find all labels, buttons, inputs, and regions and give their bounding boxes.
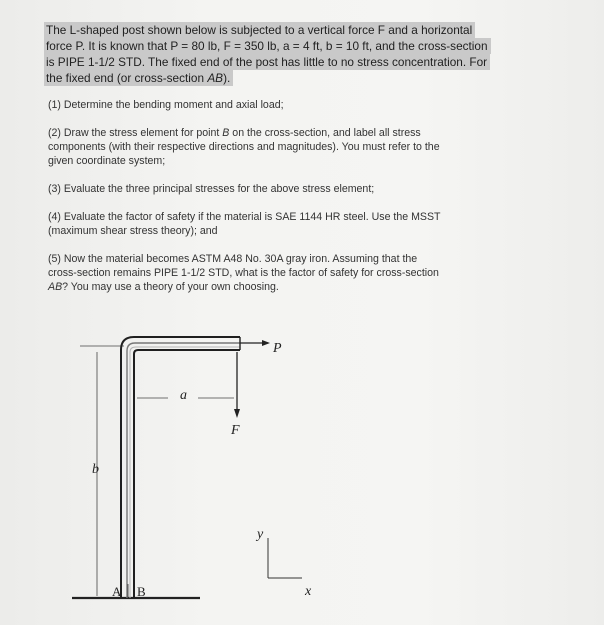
label-axis-y: y xyxy=(257,527,264,542)
label-point-b: B xyxy=(137,584,146,599)
question-4 xyxy=(48,210,538,238)
intro-line-2: force P. It is known that P = 80 lb, F = 350 lb, a = 4 ft, b = 10 ft, and the cross-section xyxy=(44,38,491,54)
question-3-line-1: (3) Evaluate the three principal stresses for the above stress element; xyxy=(48,183,375,195)
pipe-highlight-line xyxy=(130,347,240,598)
question-2-suffix: on the cross-section, and label all stress xyxy=(229,127,421,139)
question-list xyxy=(48,98,538,308)
question-4-line-1: (4) Evaluate the factor of safety if the material is SAE 1144 HR steel. Use the MSST xyxy=(48,211,441,223)
problem-statement xyxy=(44,22,544,86)
question-5-line-3 xyxy=(48,280,538,294)
intro-line-4-italic: AB xyxy=(207,71,224,85)
intro-line-4-prefix: the fixed end (or cross-section xyxy=(46,71,208,85)
intro-line-3: is PIPE 1-1/2 STD. The fixed end of the post has little to no stress concentration. For xyxy=(44,54,490,70)
question-2-prefix: (2) Draw the stress element for point xyxy=(48,127,223,139)
question-5 xyxy=(48,252,538,294)
question-5-suffix: ? You may use a theory of your own choosing. xyxy=(62,281,279,293)
label-point-a: A xyxy=(112,584,122,599)
pipe-inner-wall xyxy=(134,350,240,598)
force-f-arrowhead xyxy=(234,409,240,418)
question-5-italic: AB xyxy=(48,281,63,293)
intro-line-1: The L-shaped post shown below is subjected to a vertical force F and a horizontal xyxy=(44,22,475,38)
question-3 xyxy=(48,182,538,196)
question-1 xyxy=(48,98,538,112)
label-dimension-b: b xyxy=(92,462,99,477)
question-2-line-2: components (with their respective directions and magnitudes). You must refer to the xyxy=(48,141,440,153)
label-dimension-a: a xyxy=(180,388,187,403)
question-5-line-2: cross-section remains PIPE 1-1/2 STD, what is the factor of safety for cross-section xyxy=(48,267,439,279)
intro-line-4 xyxy=(44,70,233,86)
label-force-f: F xyxy=(231,423,240,438)
question-2 xyxy=(48,126,538,168)
question-2-line-3: given coordinate system; xyxy=(48,155,166,167)
question-2-line-1 xyxy=(48,126,538,140)
label-force-p: P xyxy=(273,341,282,356)
question-1-line-1: (1) Determine the bending moment and axial load; xyxy=(48,99,284,111)
label-axis-x: x xyxy=(305,584,312,599)
intro-line-4-suffix: ). xyxy=(223,71,231,85)
question-4-line-2: (maximum shear stress theory); and xyxy=(48,225,218,237)
pipe-center-line xyxy=(127,343,240,598)
force-p-arrowhead xyxy=(262,340,270,346)
question-2-italic: B xyxy=(222,127,230,139)
question-5-line-1: (5) Now the material becomes ASTM A48 No. 30A gray iron. Assuming that the xyxy=(48,253,418,265)
pipe-outer-wall xyxy=(121,337,240,598)
